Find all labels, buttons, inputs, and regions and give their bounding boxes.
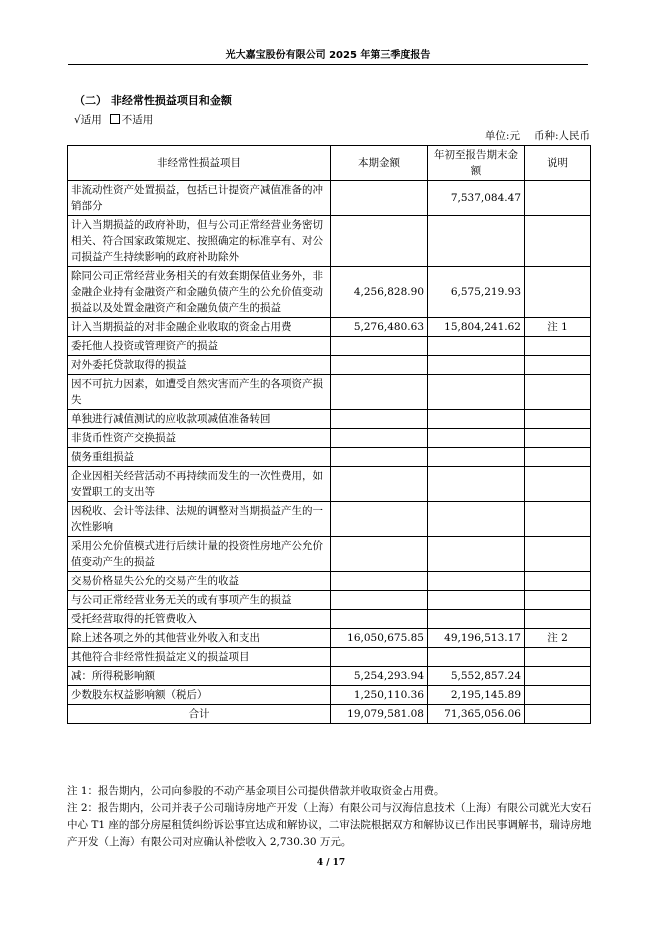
row-note [525, 375, 591, 410]
table-row [68, 410, 591, 429]
row-note [525, 686, 591, 705]
header-item: 非经常性损益项目 [68, 146, 331, 181]
table-row [68, 356, 591, 375]
row-ytd [428, 216, 525, 267]
row-note [525, 667, 591, 686]
row-ytd: 6,575,219.93 [428, 267, 525, 318]
row-ytd [428, 502, 525, 537]
row-note [525, 181, 591, 216]
not-applicable-option: 不适用 [121, 114, 154, 126]
row-item: 计入当期损益的政府补助，但与公司正常经营业务密切相关、符合国家政策规定、按照确定的标准享有、对公司损益产生持续影响的政府补助除外 [68, 216, 331, 267]
row-current [331, 591, 428, 610]
row-note [525, 467, 591, 502]
row-ytd [428, 591, 525, 610]
row-note: 注 1 [525, 318, 591, 337]
row-current: 19,079,581.08 [331, 705, 428, 724]
table-row [68, 216, 591, 267]
row-current [331, 375, 428, 410]
row-current: 1,250,110.36 [331, 686, 428, 705]
table-row [68, 667, 591, 686]
row-note [525, 216, 591, 267]
currency-label: 币种:人民币 [533, 130, 590, 142]
row-current [331, 216, 428, 267]
row-note [525, 591, 591, 610]
footnote-1: 注 1：报告期内，公司向参股的不动产基金项目公司提供借款并收取资金占用费。 [67, 785, 445, 797]
row-item: 债务重组损益 [68, 448, 331, 467]
table-row [68, 537, 591, 572]
row-item: 委托他人投资或管理资产的损益 [68, 337, 331, 356]
table-row [68, 448, 591, 467]
row-item: 因不可抗力因素，如遭受自然灾害而产生的各项资产损失 [68, 375, 331, 410]
applicable-option: √适用 [74, 114, 102, 126]
table-row [68, 705, 591, 724]
row-current [331, 448, 428, 467]
row-current [331, 467, 428, 502]
row-current: 16,050,675.85 [331, 629, 428, 648]
row-note [525, 448, 591, 467]
row-note [525, 572, 591, 591]
header-ytd: 年初至报告期末金额 [428, 146, 525, 181]
table-row [68, 629, 591, 648]
table-row [68, 610, 591, 629]
row-item: 少数股东权益影响额（税后） [68, 686, 331, 705]
header-current: 本期金额 [331, 146, 428, 181]
row-item: 受托经营取得的托管费收入 [68, 610, 331, 629]
footnotes [67, 783, 593, 851]
row-note [525, 705, 591, 724]
row-ytd [428, 572, 525, 591]
table-row [68, 337, 591, 356]
row-item: 非货币性资产交换损益 [68, 429, 331, 448]
row-current [331, 572, 428, 591]
row-ytd [428, 429, 525, 448]
report-header: 光大嘉宝股份有限公司 2025 年第三季度报告 [68, 46, 588, 65]
row-ytd [428, 610, 525, 629]
row-ytd [428, 410, 525, 429]
row-item: 采用公允价值模式进行后续计量的投资性房地产公允价值变动产生的损益 [68, 537, 331, 572]
row-current [331, 356, 428, 375]
table-row [68, 502, 591, 537]
row-note [525, 502, 591, 537]
row-current [331, 537, 428, 572]
table-row [68, 375, 591, 410]
row-current: 5,276,480.63 [331, 318, 428, 337]
row-current [331, 429, 428, 448]
table-row [68, 591, 591, 610]
row-ytd [428, 648, 525, 667]
page-number: 4 / 17 [316, 858, 346, 868]
table-row [68, 181, 591, 216]
table-row [68, 686, 591, 705]
row-note [525, 537, 591, 572]
applicability-options [74, 112, 153, 127]
table-row [68, 318, 591, 337]
row-item: 与公司正常经营业务无关的或有事项产生的损益 [68, 591, 331, 610]
footnote-2: 注 2：报告期内，公司并表子公司瑞诗房地产开发（上海）有限公司与汉海信息技术（上海）有限公司就光大安石中心 T1 座的部分房屋租赁纠纷诉讼事宜达成和解协议，二审法院根据双方和解协议已作出民事调解书，瑞诗房地产开发（上海）有限公司对应确认补偿收入 2,730.30 万元。 [67, 802, 592, 848]
row-current [331, 337, 428, 356]
row-ytd: 71,365,056.06 [428, 705, 525, 724]
row-item: 非流动性资产处置损益，包括已计提资产减值准备的冲销部分 [68, 181, 331, 216]
row-note [525, 267, 591, 318]
row-ytd: 7,537,084.47 [428, 181, 525, 216]
row-current [331, 410, 428, 429]
row-item: 减：所得税影响额 [68, 667, 331, 686]
table-row [68, 572, 591, 591]
unit-line [485, 128, 590, 143]
row-ytd [428, 375, 525, 410]
row-ytd: 15,804,241.62 [428, 318, 525, 337]
row-ytd: 5,552,857.24 [428, 667, 525, 686]
table-row [68, 648, 591, 667]
row-note [525, 337, 591, 356]
row-item: 计入当期损益的对非金融企业收取的资金占用费 [68, 318, 331, 337]
unit-label: 单位:元 [484, 130, 520, 142]
row-note [525, 356, 591, 375]
row-current: 4,256,828.90 [331, 267, 428, 318]
row-ytd [428, 356, 525, 375]
row-ytd [428, 537, 525, 572]
checkbox-icon [110, 114, 120, 124]
row-note [525, 410, 591, 429]
row-current [331, 181, 428, 216]
row-item: 除同公司正常经营业务相关的有效套期保值业务外，非金融企业持有金融资产和金融负债产生的公允价值变动损益以及处置金融资产和金融负债产生的损益 [68, 267, 331, 318]
row-current: 5,254,293.94 [331, 667, 428, 686]
row-item: 除上述各项之外的其他营业外收入和支出 [68, 629, 331, 648]
row-note [525, 648, 591, 667]
row-item: 因税收、会计等法律、法规的调整对当期损益产生的一次性影响 [68, 502, 331, 537]
section-title: （二） 非经常性损益项目和金额 [74, 94, 232, 107]
row-note [525, 610, 591, 629]
row-item: 合计 [68, 705, 331, 724]
row-note [525, 429, 591, 448]
row-ytd: 2,195,145.89 [428, 686, 525, 705]
table-header-row [68, 146, 591, 181]
table-row [68, 467, 591, 502]
table-row [68, 267, 591, 318]
row-current [331, 610, 428, 629]
row-item: 企业因相关经营活动不再持续而发生的一次性费用，如安置职工的支出等 [68, 467, 331, 502]
row-note: 注 2 [525, 629, 591, 648]
row-item: 对外委托贷款取得的损益 [68, 356, 331, 375]
row-ytd [428, 467, 525, 502]
row-current [331, 502, 428, 537]
row-item: 其他符合非经常性损益定义的损益项目 [68, 648, 331, 667]
non-recurring-items-table [67, 145, 591, 724]
table-row [68, 429, 591, 448]
row-ytd: 49,196,513.17 [428, 629, 525, 648]
header-note: 说明 [525, 146, 591, 181]
row-ytd [428, 448, 525, 467]
row-ytd [428, 337, 525, 356]
row-current [331, 648, 428, 667]
row-item: 单独进行减值测试的应收款项减值准备转回 [68, 410, 331, 429]
row-item: 交易价格显失公允的交易产生的收益 [68, 572, 331, 591]
